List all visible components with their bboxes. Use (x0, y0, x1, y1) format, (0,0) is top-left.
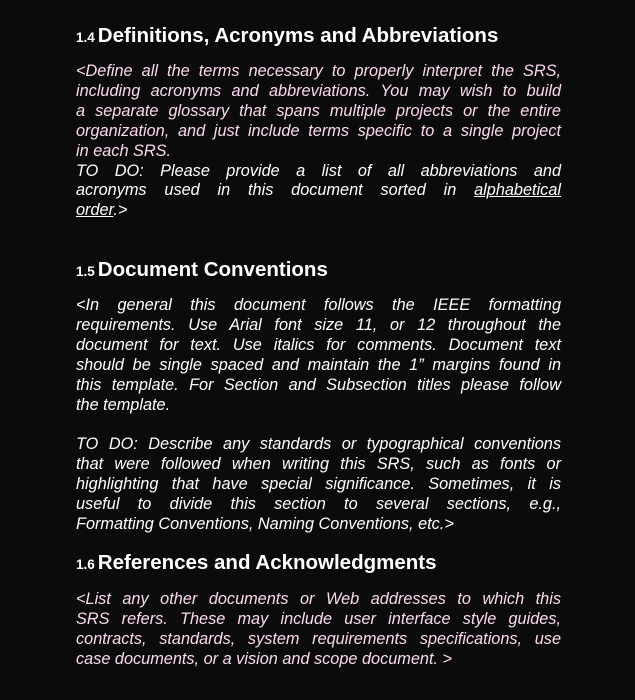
paragraph-line-with-link (76, 201, 561, 221)
paragraph-line: Formatting Conventions, Naming Conventions, etc.> (76, 514, 454, 533)
conventions-todo-paragraph (76, 435, 561, 535)
paragraph-line: <Define all the terms necessary to properly interpret the SRS, (76, 62, 561, 80)
paragraph-line: should be single spaced and maintain the 1” margins found in (76, 355, 561, 374)
paragraph-line: SRS refers. These may include user interface style guides, (76, 609, 561, 628)
paragraph-line: case documents, or a vision and scope document. > (76, 649, 453, 668)
definitions-todo-paragraph (76, 162, 561, 222)
alphabetical-link[interactable]: alphabetical (474, 181, 561, 200)
paragraph-line: highlighting that have special significance. Sometimes, it is (76, 474, 561, 493)
paragraph-line: TO DO: Please provide a list of all abbreviations and (76, 161, 561, 180)
line-text: acronyms used in this document sorted in (76, 181, 475, 200)
paragraph-line: including acronyms and abbreviations. You may wish to build (76, 81, 561, 100)
references-paragraph (76, 590, 561, 670)
paragraph-line: <List any other documents or Web addresses to which this (76, 590, 561, 608)
paragraph-line: organization, and just include terms specific to a single project (76, 121, 561, 140)
paragraph-line: contracts, standards, system requirements specifications, use (76, 629, 561, 648)
section-number: 1.4 (76, 30, 95, 45)
paragraph-line: the template. (76, 395, 171, 414)
paragraph-line: useful to divide this section to several sections, e.g., (76, 494, 561, 513)
section-title: References and Acknowledgments (97, 551, 437, 574)
section-heading-1-6 (76, 551, 437, 577)
section-title: Definitions, Acronyms and Abbreviations (97, 24, 499, 47)
section-number: 1.6 (76, 557, 95, 572)
section-title: Document Conventions (97, 258, 328, 281)
paragraph-line-with-link (76, 181, 561, 201)
paragraph-line: that were followed when writing this SRS, such as fonts or (76, 454, 561, 473)
paragraph-line: requirements. Use Arial font size 11, or 12 throughout the (76, 315, 561, 334)
paragraph-line: a separate glossary that spans multiple projects or the entire (76, 101, 561, 120)
paragraph-line: this template. For Section and Subsection titles please follow (76, 375, 561, 394)
section-heading-1-4 (76, 24, 498, 50)
section-number: 1.5 (76, 264, 95, 279)
line-tail: .> (113, 201, 128, 220)
order-link[interactable]: order (76, 201, 114, 220)
paragraph-line: <In general this document follows the IEEE formatting (76, 296, 561, 314)
paragraph-line: TO DO: Describe any standards or typographical conventions (76, 435, 561, 453)
section-heading-1-5 (76, 258, 328, 284)
paragraph-line: document for text. Use italics for comments. Document text (76, 335, 561, 354)
definitions-intro-paragraph (76, 62, 561, 162)
paragraph-line: in each SRS. (76, 141, 172, 160)
conventions-intro-paragraph (76, 296, 561, 415)
